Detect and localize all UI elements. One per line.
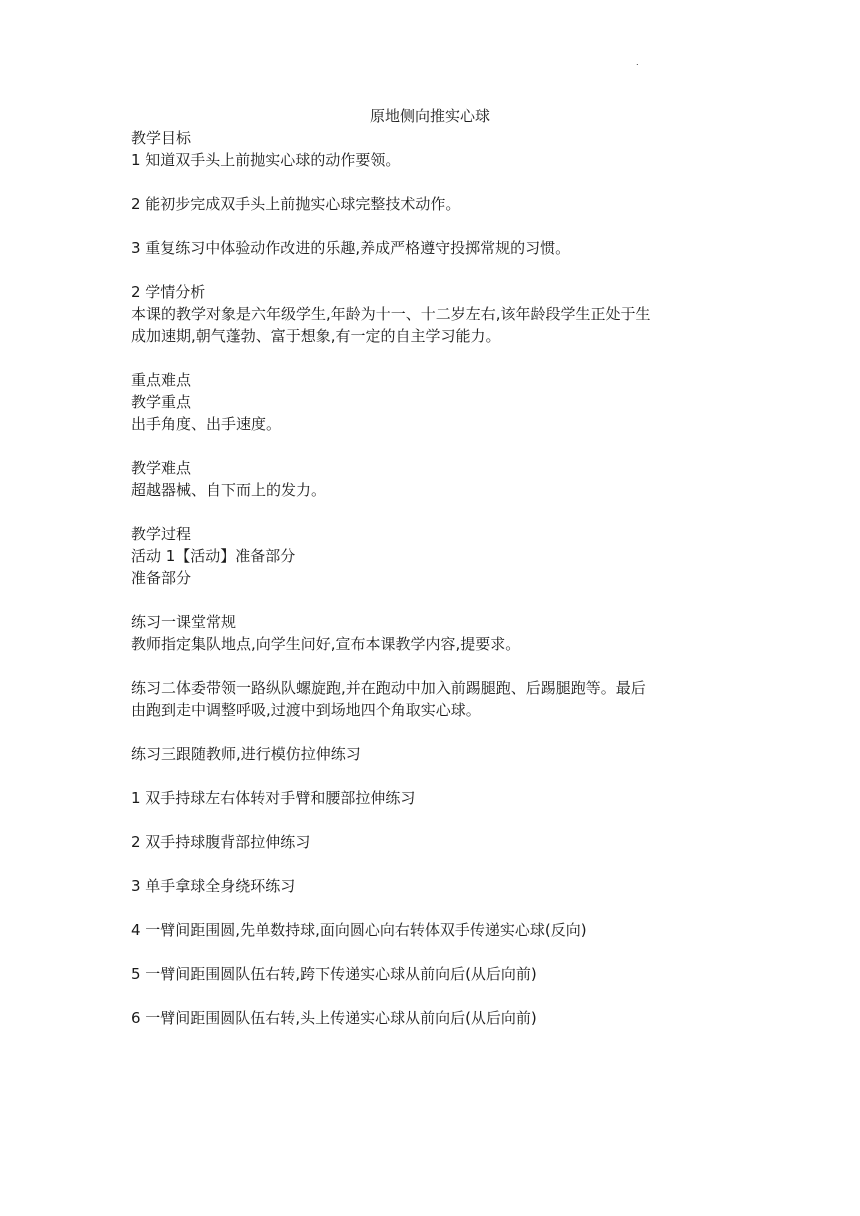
section-heading-learner-analysis: 2 学情分析	[131, 283, 206, 301]
section-heading-key-points: 重点难点	[131, 371, 192, 389]
exercise-2-line-1: 练习二体委带领一路纵队螺旋跑,并在跑动中加入前踢腿跑、后踢腿跑等。最后	[131, 679, 646, 697]
document-body	[131, 127, 741, 1029]
stretch-item-6: 6 一臂间距围圆队伍右转,头上传递实心球从前向后(从后向前)	[131, 1009, 537, 1027]
teaching-focus-text: 出手角度、出手速度。	[131, 415, 282, 433]
preparation-subheading: 准备部分	[131, 569, 192, 587]
stretch-item-5: 5 一臂间距围圆队伍右转,跨下传递实心球从前向后(从后向前)	[131, 965, 537, 983]
stretch-item-3: 3 单手拿球全身绕环练习	[131, 877, 296, 895]
teaching-difficulty-text: 超越器械、自下而上的发力。	[131, 481, 327, 499]
subheading-teaching-focus: 教学重点	[131, 393, 192, 411]
subheading-teaching-difficulty: 教学难点	[131, 459, 192, 477]
exercise-3-heading: 练习三跟随教师,进行模仿拉伸练习	[131, 745, 361, 763]
goal-item-1: 1 知道双手头上前抛实心球的动作要领。	[131, 151, 401, 169]
document-title: 原地侧向推实心球	[369, 107, 490, 125]
section-heading-teaching-process: 教学过程	[131, 525, 192, 543]
stretch-item-2: 2 双手持球腹背部拉伸练习	[131, 833, 311, 851]
header-dot: .	[636, 58, 639, 67]
stretch-item-4: 4 一臂间距围圆,先单数持球,面向圆心向右转体双手传递实心球(反向)	[131, 921, 587, 939]
section-heading-teaching-goals: 教学目标	[131, 129, 192, 147]
exercise-1-heading: 练习一课堂常规	[131, 613, 237, 631]
learner-analysis-line-1: 本课的教学对象是六年级学生,年龄为十一、十二岁左右,该年龄段学生正处于生	[131, 305, 651, 323]
learner-analysis-line-2: 成加速期,朝气蓬勃、富于想象,有一定的自主学习能力。	[131, 327, 501, 345]
goal-item-2: 2 能初步完成双手头上前抛实心球完整技术动作。	[131, 195, 461, 213]
exercise-1-text: 教师指定集队地点,向学生问好,宣布本课教学内容,提要求。	[131, 635, 521, 653]
exercise-2-line-2: 由跑到走中调整呼吸,过渡中到场地四个角取实心球。	[131, 701, 481, 719]
stretch-item-1: 1 双手持球左右体转对手臂和腰部拉伸练习	[131, 789, 416, 807]
goal-item-3: 3 重复练习中体验动作改进的乐趣,养成严格遵守投掷常规的习惯。	[131, 239, 571, 257]
activity-1-heading: 活动 1【活动】准备部分	[131, 547, 296, 565]
